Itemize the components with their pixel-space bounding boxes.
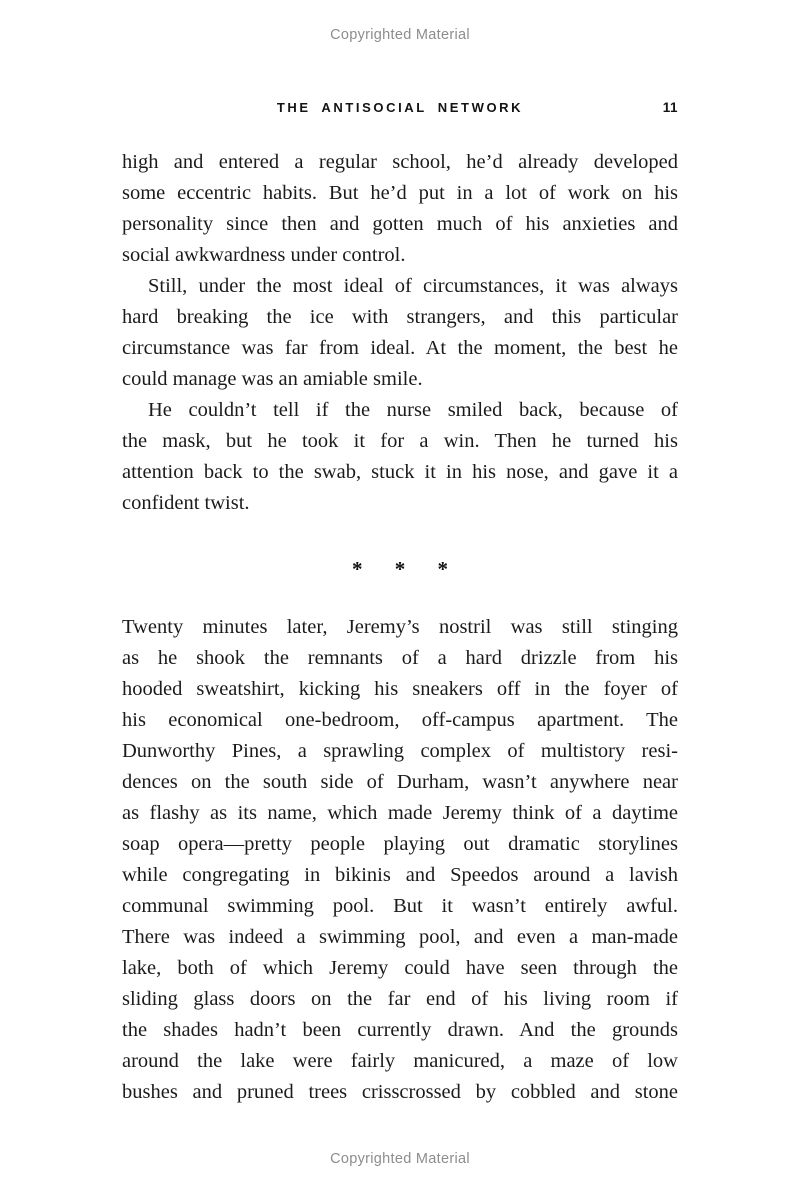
text-line: confident twist. <box>122 492 250 514</box>
text-line: Twenty minutes later, Jeremy’s nostril was still stinging <box>122 616 678 638</box>
text-line: high and entered a regular school, he’d already developed <box>122 151 678 173</box>
text-line: He couldn’t tell if the nurse smiled back, because of <box>148 399 678 421</box>
text-line: Dunworthy Pines, a sprawling complex of multistory resi- <box>122 740 678 762</box>
text-line: communal swimming pool. But it wasn’t entirely awful. <box>122 895 678 917</box>
text-line: hard breaking the ice with strangers, and this particular <box>122 306 678 328</box>
text-line: personality since then and gotten much of his anxieties and <box>122 213 678 235</box>
text-line: lake, both of which Jeremy could have seen through the <box>122 957 678 979</box>
text-line: soap opera—pretty people playing out dramatic storylines <box>122 833 678 855</box>
paragraph <box>122 395 678 519</box>
text-line: around the lake were fairly manicured, a maze of low <box>122 1050 678 1072</box>
copyright-notice-bottom: Copyrighted Material <box>330 1151 470 1167</box>
text-line: sliding glass doors on the far end of his living room if <box>122 988 678 1010</box>
paragraph <box>122 147 678 271</box>
paragraph <box>122 271 678 395</box>
text-line: social awkwardness under control. <box>122 244 406 266</box>
text-line: the shades hadn’t been currently drawn. And the grounds <box>122 1019 678 1041</box>
text-line: attention back to the swab, stuck it in his nose, and gave it a <box>122 461 678 483</box>
text-line: the mask, but he took it for a win. Then he turned his <box>122 430 678 452</box>
text-line: while congregating in bikinis and Speedos around a lavish <box>122 864 678 886</box>
copyright-notice-top: Copyrighted Material <box>330 27 470 43</box>
text-line: dences on the south side of Durham, wasn’t anywhere near <box>122 771 678 793</box>
paragraph <box>122 612 678 1108</box>
text-line: his economical one-bedroom, off-campus apartment. The <box>122 709 678 731</box>
text-line: as flashy as its name, which made Jeremy think of a daytime <box>122 802 678 824</box>
text-line: hooded sweatshirt, kicking his sneakers off in the foyer of <box>122 678 678 700</box>
text-line: circumstance was far from ideal. At the moment, the best he <box>122 337 678 359</box>
body-text <box>122 147 678 1108</box>
text-line: bushes and pruned trees crisscrossed by cobbled and stone <box>122 1081 678 1103</box>
text-line: There was indeed a swimming pool, and even a man-made <box>122 926 678 948</box>
text-line: some eccentric habits. But he’d put in a lot of work on his <box>122 182 678 204</box>
text-line: could manage was an amiable smile. <box>122 368 423 390</box>
scene-break-ornament: * * * <box>352 557 448 581</box>
running-head-title: THE ANTISOCIAL NETWORK <box>276 100 524 115</box>
text-line: as he shook the remnants of a hard drizzle from his <box>122 647 678 669</box>
text-line: Still, under the most ideal of circumstances, it was always <box>148 275 678 297</box>
page-number: 11 <box>662 100 678 115</box>
